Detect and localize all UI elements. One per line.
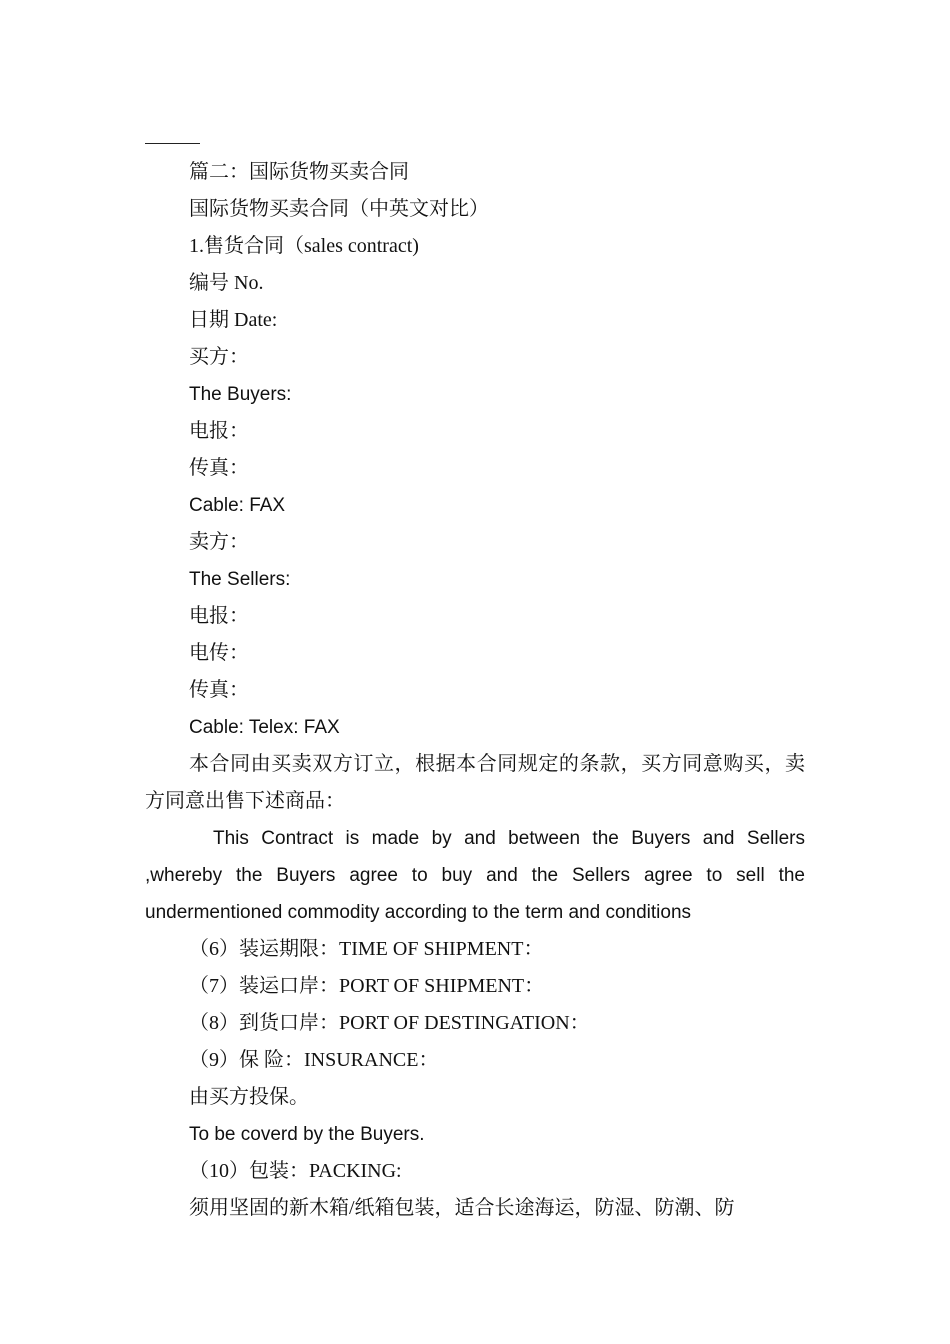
seller-cable: 电报： xyxy=(189,605,249,627)
clause-packing: （10）包装：PACKING: xyxy=(189,1160,402,1182)
seller-telex: 电传： xyxy=(189,642,249,664)
contract-subtitle: 1.售货合同（sales contract) xyxy=(189,235,419,257)
insurance-text-en: To be coverd by the Buyers. xyxy=(189,1124,425,1145)
buyer-cable: 电报： xyxy=(189,420,249,442)
clause-port-of-destination: （8）到货口岸：PORT OF DESTINGATION： xyxy=(189,1012,590,1034)
top-rule xyxy=(145,143,200,144)
agreement-paragraph-cn: 本合同由买卖双方订立，根据本合同规定的条款，买方同意购买，卖方同意出售下述商品： xyxy=(145,753,805,812)
agreement-paragraph-en: This Contract is made by and between the Buyers and Sellers ,whereby the Buyers agree to buy and the Sellers agree to sell the undermentioned commodity according to the term and conditions xyxy=(145,828,805,923)
document-body xyxy=(145,154,805,1227)
insurance-text-cn: 由买方投保。 xyxy=(189,1086,309,1108)
contract-title: 国际货物买卖合同（中英文对比） xyxy=(189,198,489,220)
buyer-label-cn: 买方： xyxy=(189,346,249,368)
buyer-label-en: The Buyers: xyxy=(189,384,292,405)
clause-port-of-shipment: （7）装运口岸：PORT OF SHIPMENT： xyxy=(189,975,545,997)
seller-label-cn: 卖方： xyxy=(189,531,249,553)
seller-fax: 传真： xyxy=(189,679,249,701)
seller-cable-telex-fax-en: Cable: Telex: FAX xyxy=(189,717,340,738)
contract-number: 编号 No. xyxy=(189,272,264,294)
section-heading: 篇二：国际货物买卖合同 xyxy=(189,161,409,183)
seller-label-en: The Sellers: xyxy=(189,569,291,590)
buyer-cable-fax-en: Cable: FAX xyxy=(189,495,286,516)
clause-insurance: （9）保 险：INSURANCE： xyxy=(189,1049,439,1071)
clause-time-of-shipment: （6）装运期限：TIME OF SHIPMENT： xyxy=(189,938,544,960)
contract-date: 日期 Date: xyxy=(189,309,278,331)
buyer-fax: 传真： xyxy=(189,457,249,479)
packing-text: 须用坚固的新木箱/纸箱包装，适合长途海运，防湿、防潮、防 xyxy=(189,1197,735,1219)
